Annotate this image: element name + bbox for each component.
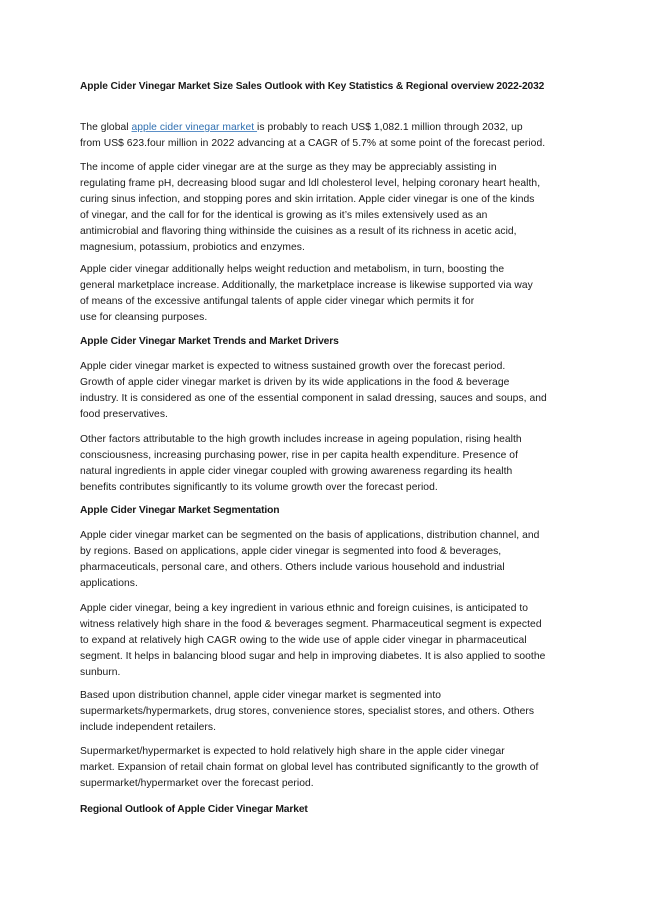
text-line: curing sinus infection, and stopping pores and skin irritation. Apple cider vinegar is one of the kinds: [80, 193, 535, 205]
paragraph-income: [80, 160, 580, 255]
document-title: Apple Cider Vinegar Market Size Sales Outlook with Key Statistics & Regional overview 2022-2032: [80, 81, 545, 92]
heading-segmentation: Apple Cider Vinegar Market Segmentation: [80, 505, 280, 516]
text-line: Based upon distribution channel, apple cider vinegar market is segmented into: [80, 690, 442, 701]
text-line: sunburn.: [80, 666, 121, 678]
paragraph-key-ingredient: [80, 601, 580, 681]
text-line: The income of apple cider vinegar are at the surge as they may be appreciably assisting in: [80, 162, 497, 173]
text-line: benefits contributes significantly to its volume growth over the forecast period.: [80, 481, 438, 493]
text-line: Apple cider vinegar additionally helps weight reduction and metabolism, in turn, boosting the: [80, 264, 505, 275]
text-line: of means of the excessive antifungal talents of apple cider vinegar which permits it for: [80, 295, 475, 307]
text-line: applications.: [80, 577, 138, 589]
intro-line-2: from US$ 623.four million in 2022 advancing at a CAGR of 5.7% at some point of the forecast period.: [80, 137, 546, 149]
text-line: Apple cider vinegar market can be segmented on the basis of applications, distribution channel, and: [80, 530, 540, 541]
text-line: industry. It is considered as one of the essential component in salad dressing, sauces and soups, and: [80, 392, 547, 404]
text-line: Apple cider vinegar market is expected to witness sustained growth over the forecast period.: [80, 361, 506, 372]
text-line: use for cleansing purposes.: [80, 311, 208, 323]
text-line: Growth of apple cider vinegar market is driven by its wide applications in the food & beverage: [80, 376, 510, 388]
text-line: consciousness, increasing purchasing power, rise in per capita health expenditure. Presence of: [80, 449, 518, 461]
paragraph-growth-factors: [80, 432, 580, 496]
text-line: general marketplace increase. Additionally, the marketplace increase is likewise supported via way: [80, 279, 533, 291]
text-line: natural ingredients in apple cider vinegar coupled with growing awareness regarding its health: [80, 465, 513, 477]
text-line: segment. It helps in balancing blood sugar and help in improving diabetes. It is also applied to soothe: [80, 650, 546, 662]
intro-text-after-link: is probably to reach US$ 1,082.1 million through 2032, up: [257, 122, 523, 133]
paragraph-weight-reduction: [80, 262, 580, 326]
paragraph-trends: [80, 359, 580, 423]
text-line: to expand at relatively high CAGR owing to the wide use of apple cider vinegar in pharmaceutical: [80, 634, 527, 646]
heading-regional-outlook: Regional Outlook of Apple Cider Vinegar Market: [80, 804, 308, 815]
text-line: Other factors attributable to the high growth includes increase in ageing population, rising health: [80, 434, 522, 445]
text-line: of vinegar, and the call for for the identical is growing as it’s miles extensively used as an: [80, 209, 488, 221]
text-line: include independent retailers.: [80, 721, 217, 733]
heading-trends-drivers: Apple Cider Vinegar Market Trends and Market Drivers: [80, 336, 339, 347]
intro-text-before-link: The global: [80, 122, 132, 133]
text-line: by regions. Based on applications, apple cider vinegar is segmented into food & beverages,: [80, 545, 502, 557]
text-line: magnesium, potassium, probiotics and enzymes.: [80, 241, 305, 253]
paragraph-supermarket: [80, 744, 580, 792]
intro-paragraph: [80, 120, 580, 152]
paragraph-segmentation: [80, 528, 580, 592]
intro-line-1: [80, 120, 580, 136]
apple-cider-vinegar-market-link[interactable]: apple cider vinegar market: [131, 122, 258, 133]
text-line: supermarkets/hypermarkets, drug stores, convenience stores, specialist stores, and others. Others: [80, 705, 535, 717]
text-line: witness relatively high share in the food & beverages segment. Pharmaceutical segment is expected: [80, 618, 542, 630]
text-line: food preservatives.: [80, 408, 168, 420]
text-line: antimicrobial and flavoring thing withinside the cuisines as a result of its richness in acetic acid,: [80, 225, 517, 237]
text-line: Apple cider vinegar, being a key ingredient in various ethnic and foreign cuisines, is anticipated to: [80, 603, 529, 614]
text-line: regulating frame pH, decreasing blood sugar and ldl cholesterol level, helping coronary heart health,: [80, 177, 541, 189]
paragraph-distribution-channel: [80, 688, 580, 736]
text-line: supermarket/hypermarket over the forecast period.: [80, 777, 314, 789]
text-line: pharmaceuticals, personal care, and others. Others include various household and industrial: [80, 561, 505, 573]
text-line: market. Expansion of retail chain format on global level has contributed significantly to the growth of: [80, 761, 539, 773]
text-line: Supermarket/hypermarket is expected to hold relatively high share in the apple cider vinegar: [80, 746, 505, 757]
